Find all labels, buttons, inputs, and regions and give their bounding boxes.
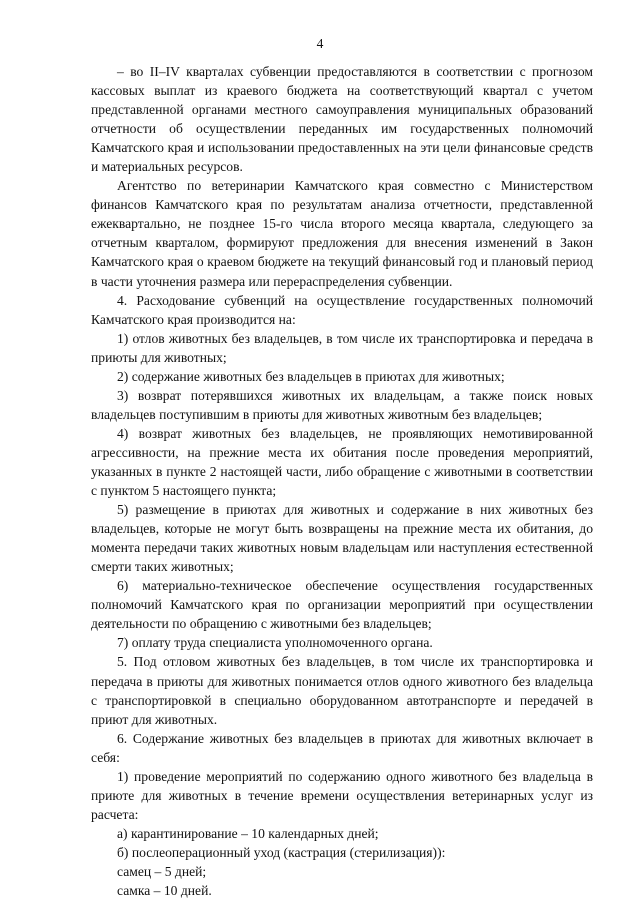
- list-item-6-1-b: б) послеоперационный уход (кастрация (стерилизация)):: [117, 844, 446, 860]
- list-item-4-5: 5) размещение в приютах для животных и содержание в них животных без владельцев, которые не могут быть возвращены на прежние места их обитания, до момента передачи таких животных новым владельцам или наступления естественной смерти таких животных;: [91, 502, 593, 575]
- page-number: 4: [316, 36, 324, 51]
- paragraph-section-5: 5. Под отловом животных без владельцев, в том числе их транспортировка и передача в приюты для животных понимается отлов одного животного без владельца с транспортировкой в специально оборудованном автотранспорте и передачей в приют для животных.: [91, 654, 593, 727]
- paragraph-section-6: 6. Содержание животных без владельцев в приютах для животных включает в себя:: [91, 730, 593, 765]
- paragraph-section-4: 4. Расходование субвенций на осуществление государственных полномочий Камчатского края производится на:: [91, 292, 593, 327]
- list-item-4-7: 7) оплату труда специалиста уполномоченного органа.: [117, 635, 433, 651]
- list-item-4-6: 6) материально-техническое обеспечение осуществления государственных полномочий Камчатского края по организации мероприятий при осуществлении деятельности по обращению с животными без владельцев;: [91, 578, 593, 632]
- list-item-male: самец – 5 дней;: [117, 863, 207, 879]
- paragraph-quarters: – во II–IV кварталах субвенции предоставляются в соответствии с прогнозом кассовых выплат из краевого бюджета на соответствующий квартал с учетом представленной органами местного самоуправления муниципальных образований отчетности об осуществлении переданных им государственных полномочий Камчатского края и использовании предоставленных на эти цели финансовые средств и материальных ресурсов.: [91, 64, 593, 175]
- list-item-4-3: 3) возврат потерявшихся животных их владельцам, а также поиск новых владельцев поступившим в приюты для животных животным без владельцев;: [91, 387, 593, 422]
- paragraph-agency: Агентство по ветеринарии Камчатского края совместно с Министерством финансов Камчатского края по результатам анализа отчетности, представленной ежеквартально, не позднее 15-го числа второго месяца квартала, следующего за отчетным кварталом, формируют предложения для внесения изменений в Закон Камчатского края о краевом бюджете на текущий финансовый год и плановый период в части уточнения размера или перераспределения субвенции.: [91, 178, 593, 289]
- list-item-4-4: 4) возврат животных без владельцев, не проявляющих немотивированной агрессивности, на прежние места их обитания после проведения мероприятий, указанных в пункте 2 настоящей части, либо обращение с животными в соответствии с пунктом 5 настоящего пункта;: [91, 425, 593, 499]
- document-body: [91, 62, 593, 900]
- list-item-6-1: 1) проведение мероприятий по содержанию одного животного без владельца в приюте для животных в течение времени осуществления ветеринарных услуг из расчета:: [91, 768, 593, 822]
- list-item-4-2: 2) содержание животных без владельцев в приютах для животных;: [117, 368, 505, 384]
- list-item-female: самка – 10 дней.: [117, 883, 212, 899]
- list-item-4-1: 1) отлов животных без владельцев, в том числе их транспортировка и передача в приюты для животных;: [91, 330, 593, 365]
- list-item-6-1-a: а) карантинирование – 10 календарных дней;: [117, 825, 379, 841]
